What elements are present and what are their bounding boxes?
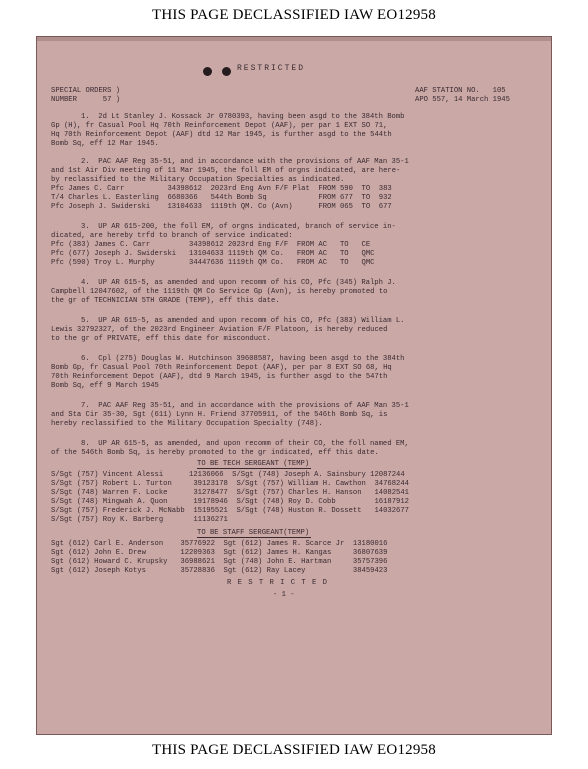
heading-underline bbox=[197, 537, 311, 538]
para5-line: Lewis 32792327, of the 2023rd Engineer Aviation F/F Platoon, is hereby reduced bbox=[51, 326, 388, 334]
para6-line: 70th Reinforcement Depot (AAF), dtd 9 March 1945, is further asgd to the 547th bbox=[51, 373, 388, 381]
promotion-row: Sgt (612) Joseph Kotys 35728836 Sgt (612) Ray Lacey 38459423 bbox=[51, 567, 388, 575]
promotion-row: S/Sgt (757) Frederick J. McNabb 15195521 S/Sgt (748) Huston R. Dossett 14032677 bbox=[51, 507, 409, 515]
staff-sergeant-heading: TO BE STAFF SERGEANT(TEMP) bbox=[197, 529, 310, 537]
promotion-row: S/Sgt (757) Robert L. Turton 39123178 S/Sgt (757) William H. Cawthon 34768244 bbox=[51, 480, 409, 488]
promotion-row: Sgt (612) Carl E. Anderson 35776922 Sgt (612) James R. Scarce Jr 13180016 bbox=[51, 540, 388, 548]
reclass-row: T/4 Charles L. Easterling 6680366 544th Bomb Sq FROM 677 TO 932 bbox=[51, 194, 392, 202]
para6-line: 6. Cpl (275) Douglas W. Hutchinson 39608587, having been asgd to the 384th bbox=[81, 355, 405, 363]
para3-line: 3. UP AR 615-200, the foll EM, of orgns indicated, branch of service in- bbox=[81, 223, 396, 231]
transfer-row: Pfc (590) Troy L. Murphy 34447636 1119th QM Co. FROM AC TO QMC bbox=[51, 259, 375, 267]
reclass-row: Pfc James C. Carr 34398612 2023rd Eng Avn F/F Plat FROM 590 TO 383 bbox=[51, 185, 392, 193]
orders-number: NUMBER 57 ) bbox=[51, 96, 121, 104]
punch-hole-right-icon bbox=[222, 67, 231, 76]
classification-bottom: R E S T R I C T E D bbox=[227, 579, 328, 587]
document-sheet bbox=[36, 36, 552, 735]
para5-line: to the gr of PRIVATE, eff this date for misconduct. bbox=[51, 335, 271, 343]
transfer-row: Pfc (677) Joseph J. Swiderski 13104633 1119th QM Co. FROM AC TO QMC bbox=[51, 250, 375, 258]
heading-underline bbox=[197, 468, 311, 469]
para6-line: Bomb Sq, eff 9 March 1945 bbox=[51, 382, 159, 390]
page-number: - 1 - bbox=[273, 591, 295, 599]
para4-line: the gr of TECHNICIAN 5TH GRADE (TEMP), eff this date. bbox=[51, 297, 280, 305]
para8-line: of the 546th Bomb Sq, is hereby promoted to the gr indicated, eff this date. bbox=[51, 449, 379, 457]
station-number: AAF STATION NO. 105 bbox=[415, 87, 506, 95]
para8-line: 8. UP AR 615-5, as amended, and upon recomm of their CO, the foll named EM, bbox=[81, 440, 409, 448]
para1-line: Gp (H), fr Casual Pool Hq 70th Reinforcement Depot (AAF), per par 1 EXT SO 71, bbox=[51, 122, 388, 130]
promotion-row: S/Sgt (748) Mingwah A. Quon 19178946 S/Sgt (748) Roy D. Cobb 16187912 bbox=[51, 498, 409, 506]
para7-line: and Sta Cir 35-30, Sgt (611) Lynn H. Friend 37705911, of the 546th Bomb Sq, is bbox=[51, 411, 388, 419]
para2-line: and 1st Air Div meeting of 11 Mar 1945, the foll EM of orgns indicated, are here- bbox=[51, 167, 401, 175]
para7-line: hereby reclassified to the Military Occupation Specialty (748). bbox=[51, 420, 323, 428]
para4-line: Campbell 12047602, of the 1119th QM Co Service Gp (Avn), is hereby promoted to bbox=[51, 288, 388, 296]
para1-line: 1. 2d Lt Stanley J. Kossack Jr 0780393, having been asgd to the 384th Bomb bbox=[81, 113, 405, 121]
promotion-row: Sgt (612) Howard C. Krupsky 36988621 Sgt (748) John E. Hartman 35757396 bbox=[51, 558, 388, 566]
reclass-row: Pfc Joseph J. Swiderski 13104633 1119th QM. Co (Avn) FROM 065 TO 677 bbox=[51, 203, 392, 211]
promotion-row: Sgt (612) John E. Drew 12209363 Sgt (612) James H. Kangas 36807639 bbox=[51, 549, 388, 557]
para2-line: by reclassified to the Military Occupation Specialties as indicated. bbox=[51, 176, 345, 184]
transfer-row: Pfc (383) James C. Carr 34398612 2023rd Eng F/F FROM AC TO CE bbox=[51, 241, 371, 249]
para6-line: Bomb Gp, fr Casual Pool 70th Reinforcement Depot (AAF), per par 8 EXT SO 68, Hq bbox=[51, 364, 392, 372]
para4-line: 4. UP AR 615-5, as amended and upon recomm of his CO, Pfc (345) Ralph J. bbox=[81, 279, 396, 287]
tech-sergeant-heading: TO BE TECH SERGEANT (TEMP) bbox=[197, 460, 310, 468]
para3-line: dicated, are hereby trfd to branch of service indicated: bbox=[51, 232, 293, 240]
declassified-banner-bottom: THIS PAGE DECLASSIFIED IAW EO12958 bbox=[152, 742, 436, 758]
orders-title: SPECIAL ORDERS ) bbox=[51, 87, 121, 95]
promotion-row: S/Sgt (757) Vincent Alessi 12136066 S/Sgt (748) Joseph A. Sainsbury 12087244 bbox=[51, 471, 405, 479]
declassified-banner-top: THIS PAGE DECLASSIFIED IAW EO12958 bbox=[152, 7, 436, 23]
promotion-row: S/Sgt (748) Warren F. Locke 31278477 S/Sgt (757) Charles H. Hanson 14082541 bbox=[51, 489, 409, 497]
promotion-row: S/Sgt (757) Roy K. Barberg 11136271 bbox=[51, 516, 228, 524]
para2-line: 2. PAC AAF Reg 35-51, and in accordance with the provisions of AAF Man 35-1 bbox=[81, 158, 409, 166]
punch-hole-left-icon bbox=[203, 67, 212, 76]
para1-line: Bomb Sq, eff 12 Mar 1945. bbox=[51, 140, 159, 148]
para5-line: 5. UP AR 615-5, as amended and upon recomm of his CO, Pfc (383) William L. bbox=[81, 317, 405, 325]
order-date: APO 557, 14 March 1945 bbox=[415, 96, 510, 104]
para1-line: Hq 70th Reinforcement Depot (AAF) dtd 12 Mar 1945, is further asgd to the 544th bbox=[51, 131, 392, 139]
para7-line: 7. PAC AAF Reg 35-51, and in accordance with the provisions of AAF Man 35-1 bbox=[81, 402, 409, 410]
classification-top: RESTRICTED bbox=[237, 64, 306, 73]
